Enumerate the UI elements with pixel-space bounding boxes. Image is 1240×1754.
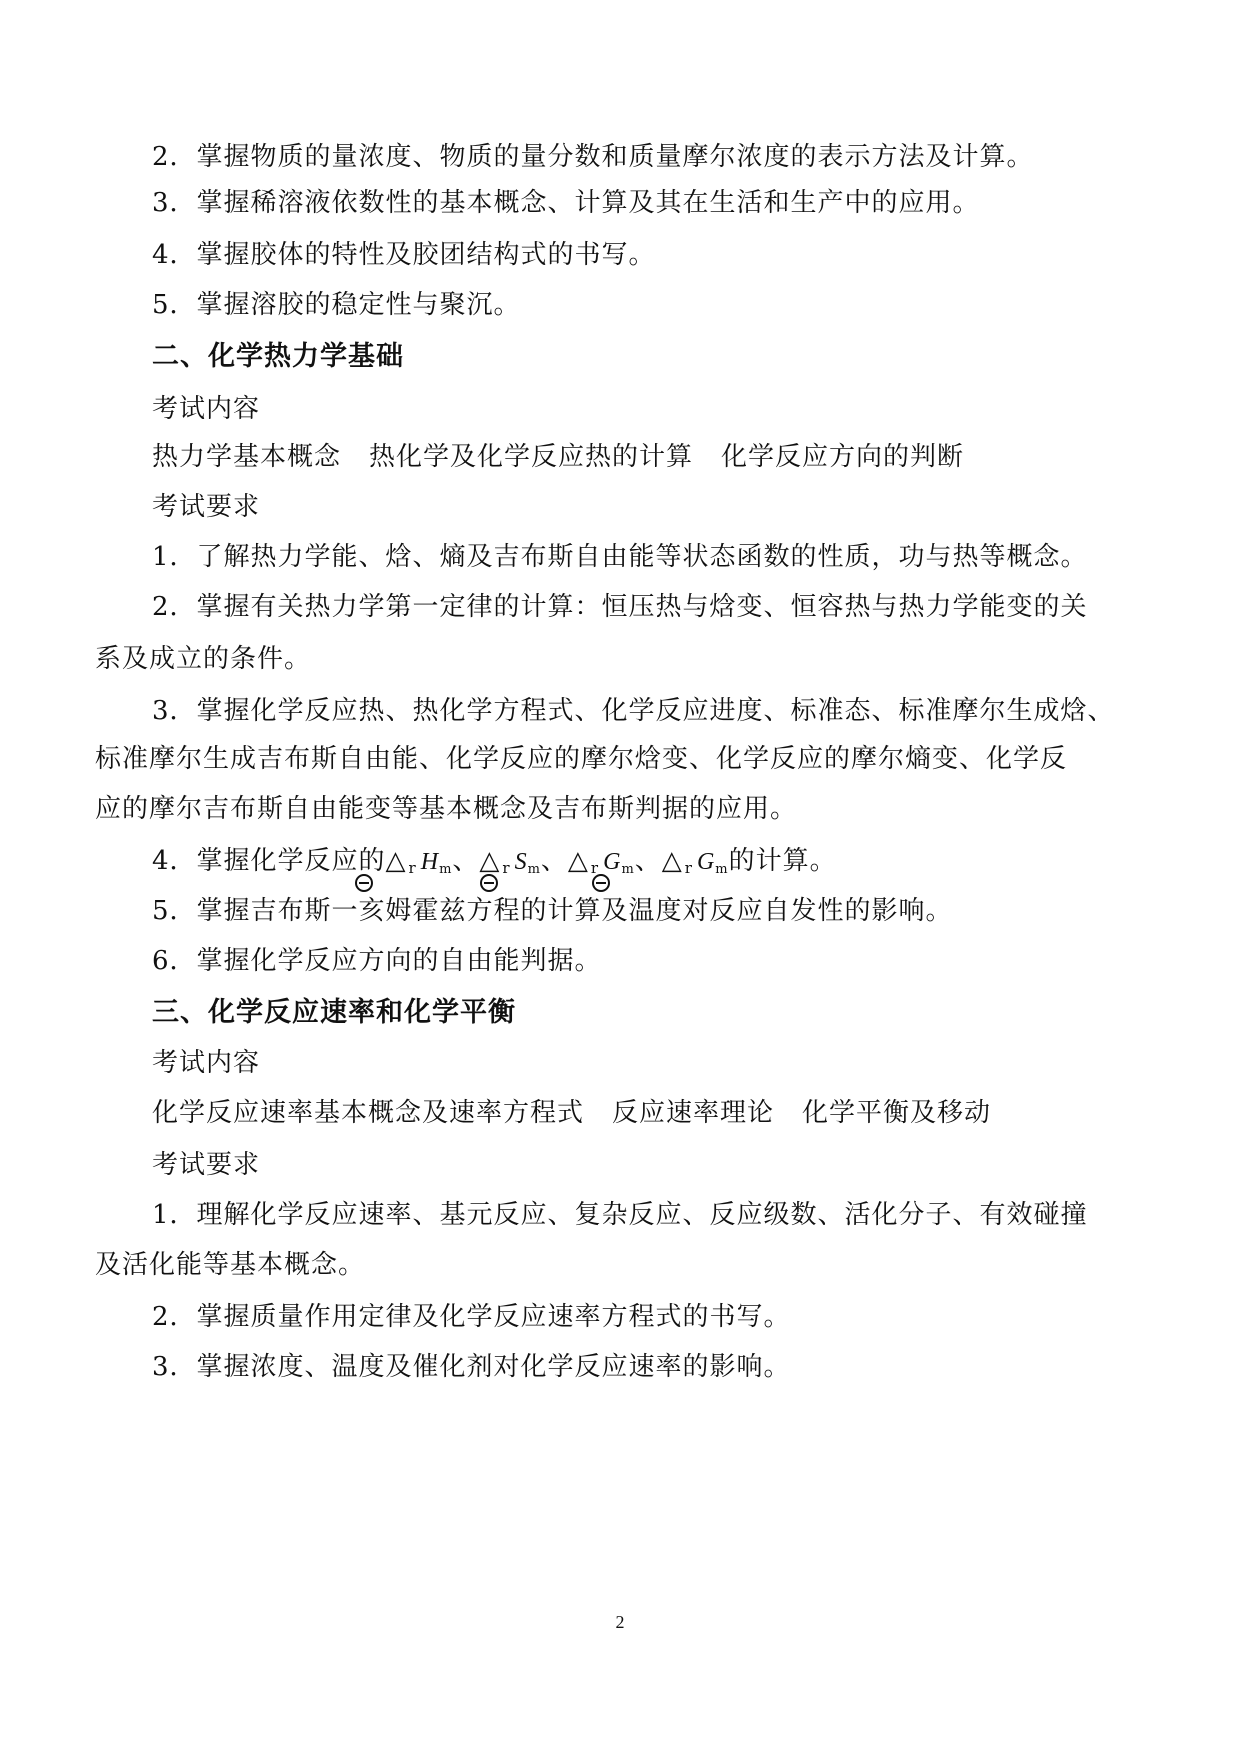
requirement-item: 4．掌握胶体的特性及胶团结构式的书写。 — [152, 240, 656, 270]
standard-state-symbol — [480, 874, 498, 892]
content-topics — [152, 1096, 1212, 1130]
delta-symbol: △ — [479, 846, 501, 876]
delta-symbol: △ — [385, 846, 407, 876]
requirement-item: 3．掌握化学反应热、热化学方程式、化学反应进度、标准态、标准摩尔生成焓、 — [152, 696, 1115, 726]
content-topic: 化学反应速率基本概念及速率方程式 — [152, 1098, 585, 1128]
content-topic: 热化学及化学反应热的计算 — [369, 442, 694, 472]
requirement-item: 5．掌握溶胶的稳定性与聚沉。 — [152, 290, 521, 320]
requirement-item: 2．掌握质量作用定律及化学反应速率方程式的书写。 — [152, 1302, 791, 1332]
requirement-item-cont: 及活化能等基本概念。 — [95, 1250, 366, 1280]
requirement-item: 5．掌握吉布斯一亥姆霍兹方程的计算及温度对反应自发性的影响。 — [152, 896, 953, 926]
content-topic: 热力学基本概念 — [152, 442, 342, 472]
requirement-item: 1．了解热力学能、焓、熵及吉布斯自由能等状态函数的性质，功与热等概念。 — [152, 542, 1088, 572]
requirement-item-formula: 4．掌握化学反应的△ $_r$ Hm、△ $_r$ Sm、△ $_r$ Gm、△ $_r$ Gm的计算。 — [152, 846, 837, 877]
content-topics — [152, 440, 1212, 474]
section-heading: 三、化学反应速率和化学平衡 — [152, 997, 516, 1028]
content-label: 考试内容 — [152, 394, 261, 424]
requirement-item-cont: 系及成立的条件。 — [95, 644, 312, 674]
requirement-item: 3．掌握稀溶液依数性的基本概念、计算及其在生活和生产中的应用。 — [152, 188, 980, 218]
content-topic: 化学平衡及移动 — [802, 1098, 992, 1128]
requirement-item: 2．掌握物质的量浓度、物质的量分数和质量摩尔浓度的表示方法及计算。 — [152, 142, 1034, 172]
content-label: 考试内容 — [152, 1048, 261, 1078]
requirement-label: 考试要求 — [152, 1150, 261, 1180]
requirement-item: 1．理解化学反应速率、基元反应、复杂反应、反应级数、活化分子、有效碰撞 — [152, 1200, 1088, 1230]
content-topic: 反应速率理论 — [612, 1098, 775, 1128]
content-topic: 化学反应方向的判断 — [721, 442, 965, 472]
delta-symbol: △ — [661, 846, 683, 876]
section-heading: 二、化学热力学基础 — [152, 341, 404, 372]
requirement-item-cont: 应的摩尔吉布斯自由能变等基本概念及吉布斯判据的应用。 — [95, 794, 798, 824]
page-number: 2 — [615, 1612, 625, 1632]
requirement-item-cont: 标准摩尔生成吉布斯自由能、化学反应的摩尔焓变、化学反应的摩尔熵变、化学反 — [95, 744, 1068, 774]
requirement-item: 6．掌握化学反应方向的自由能判据。 — [152, 946, 602, 976]
delta-symbol: △ — [567, 846, 589, 876]
standard-state-symbol — [355, 874, 373, 892]
requirement-item: 3．掌握浓度、温度及催化剂对化学反应速率的影响。 — [152, 1352, 791, 1382]
requirement-label: 考试要求 — [152, 492, 261, 522]
standard-state-symbol — [592, 874, 610, 892]
requirement-item: 2．掌握有关热力学第一定律的计算：恒压热与焓变、恒容热与热力学能变的关 — [152, 592, 1088, 622]
